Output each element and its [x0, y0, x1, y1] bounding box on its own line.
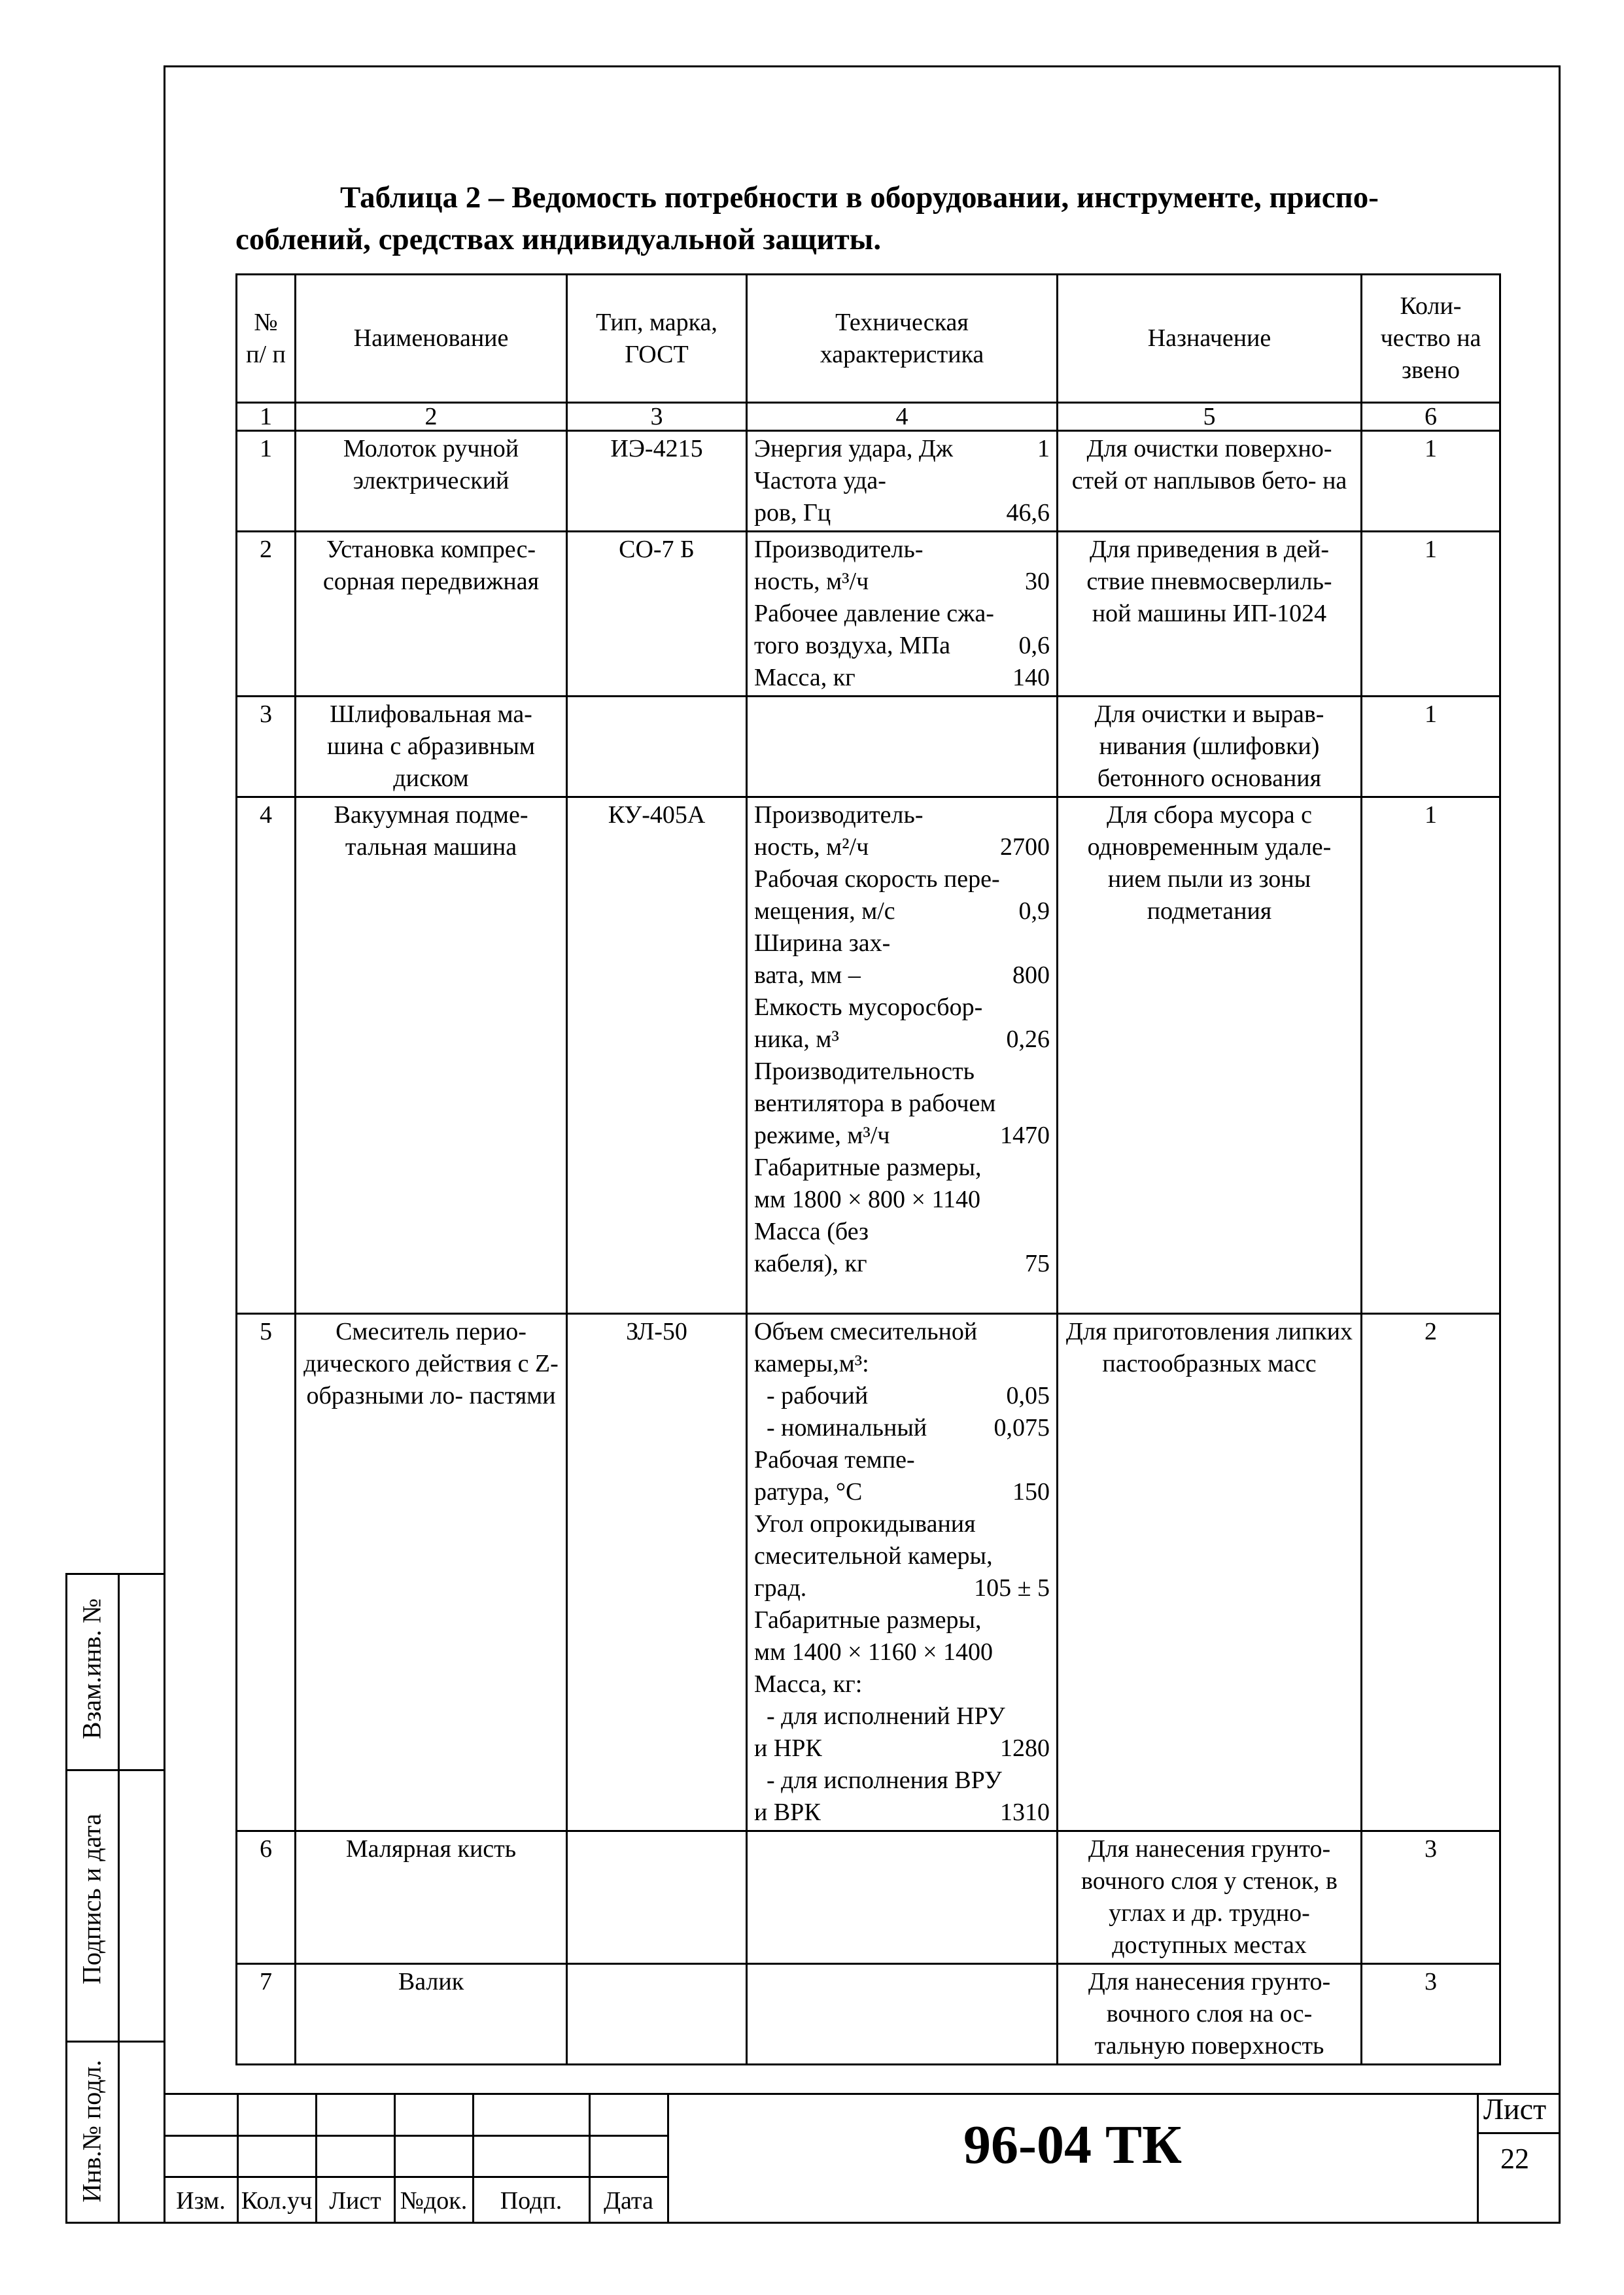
title-block-top — [164, 2093, 1561, 2095]
row-purpose: Для сбора мусора с одновременным удале- нием пыли из зоны подметания — [1058, 797, 1362, 1314]
spec-line — [754, 1348, 1050, 1380]
spec-line — [754, 1765, 1050, 1797]
sheet-number: 22 — [1500, 2143, 1529, 2175]
spec-key: - рабочий — [754, 1382, 869, 1409]
spec-key: смесительной камеры, — [754, 1542, 993, 1570]
row-quantity: 3 — [1362, 1831, 1500, 1964]
frame-top-border — [164, 65, 1561, 67]
spec-line — [754, 1636, 1050, 1668]
stamp-izm: Изм. — [176, 2187, 226, 2215]
header-cell: № п/ п — [237, 275, 296, 403]
spec-line — [754, 1476, 1050, 1508]
sheet-label: Лист — [1483, 2092, 1547, 2126]
table-header-row — [237, 275, 1500, 403]
frame-right-border — [1559, 65, 1561, 2224]
table-caption — [235, 177, 1491, 260]
row-number: 5 — [237, 1314, 296, 1831]
side-stamp-inv-label: Инв.№ подл. — [77, 2060, 107, 2203]
spec-value: 1 — [1037, 435, 1050, 462]
row-type: СО-7 Б — [567, 532, 747, 697]
spec-key: камеры,м³: — [754, 1350, 869, 1377]
stamp-data: Дата — [604, 2187, 653, 2215]
row-number: 3 — [237, 697, 296, 797]
spec-key: вентилятора в рабочем — [754, 1090, 996, 1117]
table-row — [237, 532, 1500, 697]
row-type: КУ-405А — [567, 797, 747, 1314]
spec-value: 1310 — [1000, 1799, 1050, 1826]
header-cell: Назначение — [1058, 275, 1362, 403]
spec-key: ника, м³ — [754, 1026, 839, 1053]
table-row — [237, 1831, 1500, 1964]
spec-key: Частота уда- — [754, 467, 886, 494]
spec-line — [754, 1120, 1050, 1152]
row-number: 7 — [237, 1964, 296, 2065]
spec-line — [754, 1216, 1050, 1248]
spec-key: - для исполнений НРУ — [754, 1702, 1005, 1730]
spec-line — [754, 662, 1050, 694]
spec-line — [754, 959, 1050, 992]
spec-key: и ВРК — [754, 1799, 821, 1826]
spec-line — [754, 1316, 1050, 1348]
row-purpose: Для приготовления липких пастообразных масс — [1058, 1314, 1362, 1831]
spec-key: ность, м²/ч — [754, 833, 869, 861]
header-cell: Техническая характеристика — [747, 275, 1058, 403]
side-stamp-top — [65, 1573, 165, 1575]
header-cell: Наименование — [296, 275, 567, 403]
side-stamp-sep-2 — [65, 2041, 165, 2043]
spec-key: - номинальный — [754, 1414, 927, 1441]
spec-value: 150 — [1012, 1478, 1050, 1506]
spec-line — [754, 1184, 1050, 1216]
spec-key: Рабочая скорость пере- — [754, 865, 1000, 893]
stamp-n-dok: №док. — [400, 2187, 468, 2215]
spec-key: кабеля), кг — [754, 1250, 867, 1277]
row-type — [567, 1831, 747, 1964]
spec-line — [754, 1152, 1050, 1184]
side-stamp-sep-1 — [65, 1769, 165, 1771]
spec-value: 75 — [1025, 1250, 1050, 1277]
stamp-podp: Подп. — [500, 2187, 562, 2215]
side-stamp-divider — [118, 1573, 120, 2224]
row-name: Молоток ручной электрический — [296, 431, 567, 532]
spec-key: Масса, кг — [754, 664, 855, 691]
row-name: Установка компрес- сорная передвижная — [296, 532, 567, 697]
spec-line — [754, 465, 1050, 497]
spec-key: Габаритные размеры, — [754, 1154, 982, 1181]
spec-key: Энергия удара, Дж — [754, 435, 954, 462]
spec-line — [754, 1700, 1050, 1733]
spec-line — [754, 1380, 1050, 1412]
spec-line — [754, 1508, 1050, 1540]
row-number: 2 — [237, 532, 296, 697]
spec-key: Производитель- — [754, 801, 924, 829]
spec-value: 800 — [1012, 961, 1050, 989]
row-quantity: 2 — [1362, 1314, 1500, 1831]
spec-value: 2700 — [1000, 833, 1050, 861]
row-number: 4 — [237, 797, 296, 1314]
column-number: 6 — [1362, 403, 1500, 431]
spec-key: град. — [754, 1574, 807, 1602]
spec-value: 30 — [1025, 568, 1050, 595]
row-type — [567, 1964, 747, 2065]
column-number: 2 — [296, 403, 567, 431]
spec-value: 0,05 — [1006, 1382, 1050, 1409]
row-name: Шлифовальная ма- шина с абразивным диском — [296, 697, 567, 797]
header-cell: Коли- чество на звено — [1362, 275, 1500, 403]
caption-line-2: соблений, средствах индивидуальной защиты. — [235, 222, 882, 256]
spec-value: 140 — [1012, 664, 1050, 691]
spec-key: Габаритные размеры, — [754, 1606, 982, 1634]
spec-line — [754, 992, 1050, 1024]
spec-value: 0,6 — [1018, 632, 1050, 659]
frame-left-border — [164, 65, 165, 2224]
table-row — [237, 1314, 1500, 1831]
table-row — [237, 1964, 1500, 2065]
spec-key: - для исполнения ВРУ — [754, 1767, 1002, 1794]
spec-line — [754, 927, 1050, 959]
row-number: 1 — [237, 431, 296, 532]
spec-line — [754, 895, 1050, 927]
header-cell: Тип, марка, ГОСТ — [567, 275, 747, 403]
row-number: 6 — [237, 1831, 296, 1964]
spec-line — [754, 566, 1050, 598]
spec-line — [754, 1540, 1050, 1572]
row-purpose: Для приведения в дей- ствие пневмосверлиль- ной машины ИП-1024 — [1058, 532, 1362, 697]
spec-line — [754, 1604, 1050, 1636]
spec-line — [754, 1668, 1050, 1700]
row-spec — [747, 797, 1058, 1314]
stamp-kol-uch: Кол.уч — [241, 2187, 313, 2215]
spec-line — [754, 863, 1050, 895]
row-quantity: 1 — [1362, 797, 1500, 1314]
spec-key: ность, м³/ч — [754, 568, 869, 595]
document-code: 96-04 ТК — [963, 2114, 1182, 2175]
spec-line — [754, 1248, 1050, 1280]
spec-key: Производитель- — [754, 536, 924, 563]
spec-value: 1280 — [1000, 1734, 1050, 1762]
spec-key: мм 1400 × 1160 × 1400 — [754, 1638, 993, 1666]
spec-value: 46,6 — [1006, 499, 1050, 526]
sheet-box-divider — [1477, 2132, 1561, 2134]
row-name: Малярная кисть — [296, 1831, 567, 1964]
row-quantity: 1 — [1362, 697, 1500, 797]
column-number: 1 — [237, 403, 296, 431]
row-name: Вакуумная подме- тальная машина — [296, 797, 567, 1314]
row-purpose: Для очистки и вырав- нивания (шлифовки) бетонного основания — [1058, 697, 1362, 797]
caption-line-1: Таблица 2 – Ведомость потребности в оборудовании, инструменте, приспо- — [340, 181, 1379, 215]
spec-key: Производительность — [754, 1058, 975, 1085]
row-spec — [747, 697, 1058, 797]
row-spec — [747, 1831, 1058, 1964]
spec-key: Рабочая темпе- — [754, 1446, 915, 1474]
spec-line — [754, 433, 1050, 465]
frame-bottom-border — [65, 2222, 1561, 2224]
spec-key: того воздуха, МПа — [754, 632, 951, 659]
table-row — [237, 431, 1500, 532]
title-block-row-2 — [164, 2135, 667, 2137]
spec-line — [754, 1444, 1050, 1476]
spec-line — [754, 831, 1050, 863]
spec-line — [754, 630, 1050, 662]
spec-line — [754, 497, 1050, 529]
side-stamp-podpis-label: Подпись и дата — [77, 1813, 107, 1985]
row-purpose: Для нанесения грунто- вочного слоя у стенок, в углах и др. трудно- доступных местах — [1058, 1831, 1362, 1964]
spec-line — [754, 1797, 1050, 1829]
spec-line — [754, 1412, 1050, 1444]
spec-key: Объем смесительной — [754, 1318, 978, 1345]
spec-value: 0,9 — [1018, 897, 1050, 925]
row-spec — [747, 1314, 1058, 1831]
column-number-row — [237, 403, 1500, 431]
spec-key: Угол опрокидывания — [754, 1510, 976, 1538]
spec-key: и НРК — [754, 1734, 822, 1762]
spec-key: Ширина зах- — [754, 929, 891, 957]
spec-line — [754, 1572, 1050, 1604]
row-spec — [747, 532, 1058, 697]
stamp-list: Лист — [329, 2187, 381, 2215]
row-purpose: Для очистки поверхно- стей от наплывов бето- на — [1058, 431, 1362, 532]
row-name: Валик — [296, 1964, 567, 2065]
spec-line — [754, 1056, 1050, 1088]
spec-key: Масса, кг: — [754, 1670, 863, 1698]
column-number: 5 — [1058, 403, 1362, 431]
row-spec — [747, 1964, 1058, 2065]
spec-line — [754, 1088, 1050, 1120]
table-row — [237, 797, 1500, 1314]
spec-line — [754, 799, 1050, 831]
spec-value: 0,075 — [993, 1414, 1050, 1441]
title-block-row-3 — [164, 2176, 667, 2178]
spec-line — [754, 534, 1050, 566]
side-stamp-vzam-label: Взам.инв. № — [77, 1598, 107, 1740]
spec-key: мещения, м/с — [754, 897, 895, 925]
row-name: Смеситель перио- дического действия с Z-образными ло- пастями — [296, 1314, 567, 1831]
spec-value: 0,26 — [1006, 1026, 1050, 1053]
spec-value: 105 ± 5 — [974, 1574, 1050, 1602]
spec-line — [754, 1733, 1050, 1765]
table-row — [237, 697, 1500, 797]
row-quantity: 1 — [1362, 532, 1500, 697]
row-purpose: Для нанесения грунто- вочного слоя на ос- тальную поверхность — [1058, 1964, 1362, 2065]
column-number: 4 — [747, 403, 1058, 431]
row-type: ИЭ-4215 — [567, 431, 747, 532]
spec-value: 1470 — [1000, 1122, 1050, 1149]
spec-key: Емкость мусоросбор- — [754, 993, 983, 1021]
spec-key: ратура, °С — [754, 1478, 863, 1506]
spec-key: режиме, м³/ч — [754, 1122, 890, 1149]
side-stamp-left-border — [65, 1573, 67, 2224]
spec-line — [754, 598, 1050, 630]
spec-key: вата, мм – — [754, 961, 861, 989]
spec-line — [754, 1024, 1050, 1056]
row-quantity: 1 — [1362, 431, 1500, 532]
spec-key: мм 1800 × 800 × 1140 — [754, 1186, 981, 1213]
equipment-table — [235, 273, 1501, 2065]
row-quantity: 3 — [1362, 1964, 1500, 2065]
spec-key: ров, Гц — [754, 499, 831, 526]
row-spec — [747, 431, 1058, 532]
row-type — [567, 697, 747, 797]
column-number: 3 — [567, 403, 747, 431]
row-type: ЗЛ-50 — [567, 1314, 747, 1831]
spec-key: Рабочее давление сжа- — [754, 600, 994, 627]
spec-key: Масса (без — [754, 1218, 869, 1245]
